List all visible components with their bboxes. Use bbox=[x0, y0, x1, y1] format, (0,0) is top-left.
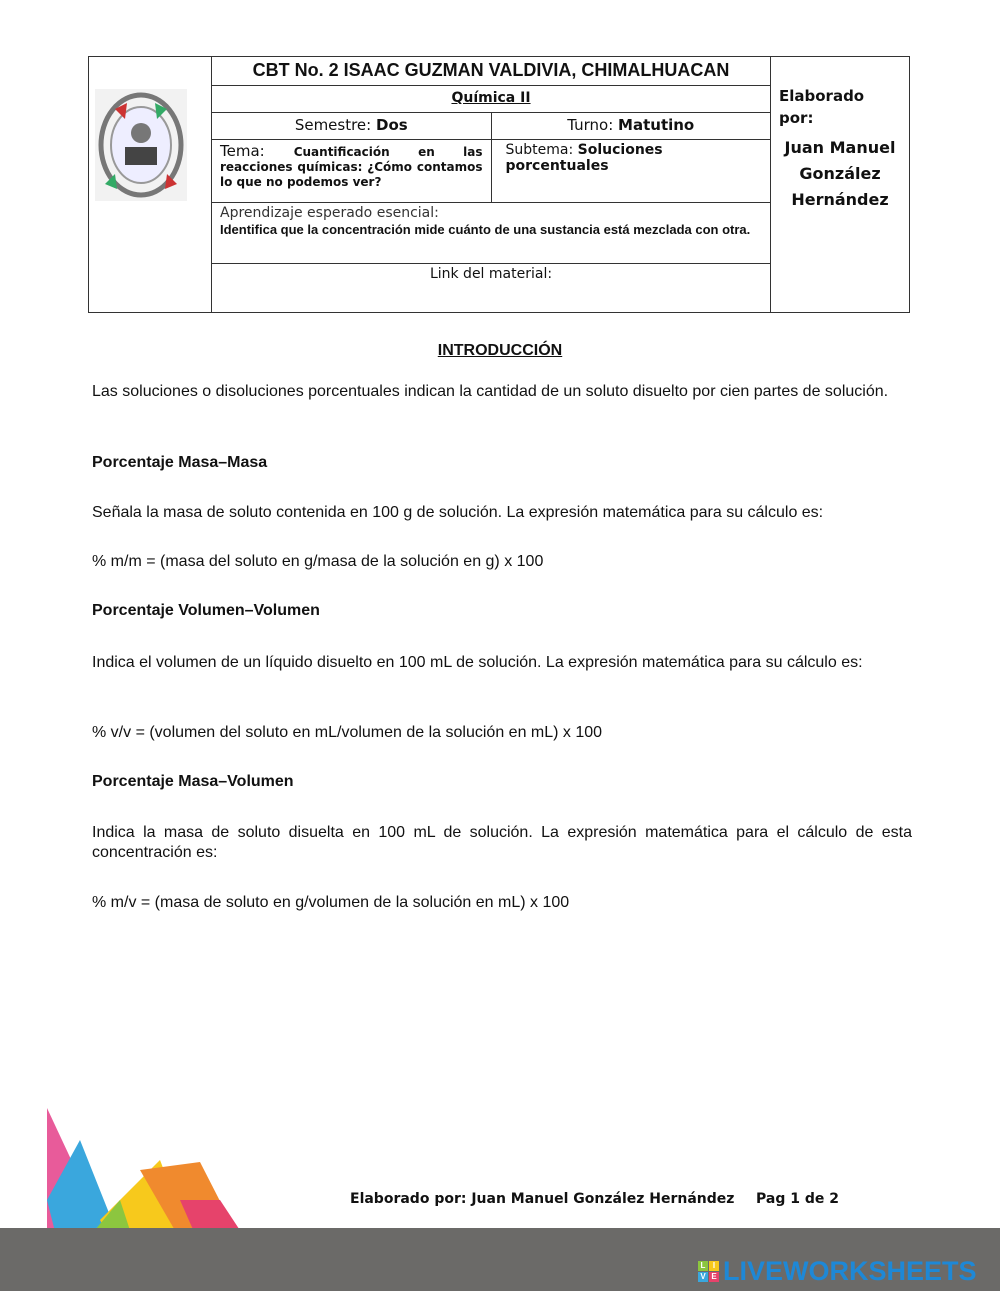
paragraph-volumen-volumen: Indica el volumen de un líquido disuelto en 100 mL de solución. La expresión matemática para su cálculo es: bbox=[92, 654, 863, 671]
liveworksheets-icon: L I V E bbox=[698, 1261, 719, 1282]
tema-cell bbox=[212, 140, 492, 203]
semestre-cell bbox=[212, 113, 492, 140]
heading-masa-masa: Porcentaje Masa–Masa bbox=[92, 454, 268, 471]
watermark-text: LIVEWORKSHEETS bbox=[723, 1256, 977, 1286]
author-cell bbox=[771, 57, 910, 313]
subtema-value: Soluciones porcentuales bbox=[505, 142, 663, 174]
turno-value: Matutino bbox=[618, 116, 695, 134]
subject-title: Química II bbox=[212, 86, 771, 113]
turno-label: Turno: bbox=[567, 116, 619, 134]
author-name-first: Juan Manuel bbox=[784, 138, 896, 157]
heading-masa-volumen: Porcentaje Masa–Volumen bbox=[92, 773, 294, 790]
formula-masa-volumen: % m/v = (masa de soluto en g/volumen de la solución en mL) x 100 bbox=[92, 894, 570, 911]
intro-paragraph: Las soluciones o disoluciones porcentuales indican la cantidad de un soluto disuelto por cien partes de solución. bbox=[92, 383, 889, 400]
author-name-middle: González bbox=[799, 164, 881, 183]
semestre-label: Semestre: bbox=[294, 116, 376, 134]
formula-masa-masa: % m/m = (masa del soluto en g/masa de la solución en g) x 100 bbox=[92, 553, 544, 570]
aprendizaje-cell bbox=[212, 203, 771, 264]
semestre-value: Dos bbox=[376, 116, 408, 134]
heading-volumen-volumen: Porcentaje Volumen–Volumen bbox=[92, 602, 320, 619]
turno-cell bbox=[491, 113, 771, 140]
tema-value: Cuantificación en las reacciones químicas: ¿Cómo contamos lo que no podemos ver? bbox=[220, 145, 483, 189]
subtema-cell bbox=[491, 140, 771, 203]
header-table bbox=[88, 56, 910, 313]
school-name: CBT No. 2 ISAAC GUZMAN VALDIVIA, CHIMALHUACAN bbox=[212, 57, 771, 86]
school-logo bbox=[95, 89, 187, 201]
paragraph-masa-volumen: Indica la masa de soluto disuelta en 100 mL de solución. La expresión matemática para el cálculo de esta concentración es: bbox=[92, 824, 912, 861]
aprendizaje-label: Aprendizaje esperado esencial: bbox=[220, 205, 439, 221]
logo-cell bbox=[89, 57, 212, 313]
tema-label: Tema: bbox=[220, 142, 294, 160]
liveworksheets-logo bbox=[698, 1256, 977, 1287]
author-name-last: Hernández bbox=[791, 190, 889, 209]
aprendizaje-value: Identifica que la concentración mide cuánto de una sustancia está mezclada con otra. bbox=[220, 222, 751, 237]
author-label: Elaborado por: bbox=[779, 87, 865, 127]
link-label: Link del material: bbox=[429, 266, 553, 282]
footer-author: Elaborado por: Juan Manuel González Hernández bbox=[350, 1191, 735, 1207]
formula-volumen-volumen: % v/v = (volumen del soluto en mL/volumen de la solución en mL) x 100 bbox=[92, 724, 603, 741]
subtema-label: Subtema: bbox=[505, 142, 578, 158]
link-cell bbox=[212, 264, 771, 313]
section-title: INTRODUCCIÓN bbox=[437, 342, 563, 359]
paragraph-masa-masa: Señala la masa de soluto contenida en 100 g de solución. La expresión matemática para su cálculo es: bbox=[92, 504, 824, 521]
page-number: Pag 1 de 2 bbox=[756, 1191, 839, 1207]
